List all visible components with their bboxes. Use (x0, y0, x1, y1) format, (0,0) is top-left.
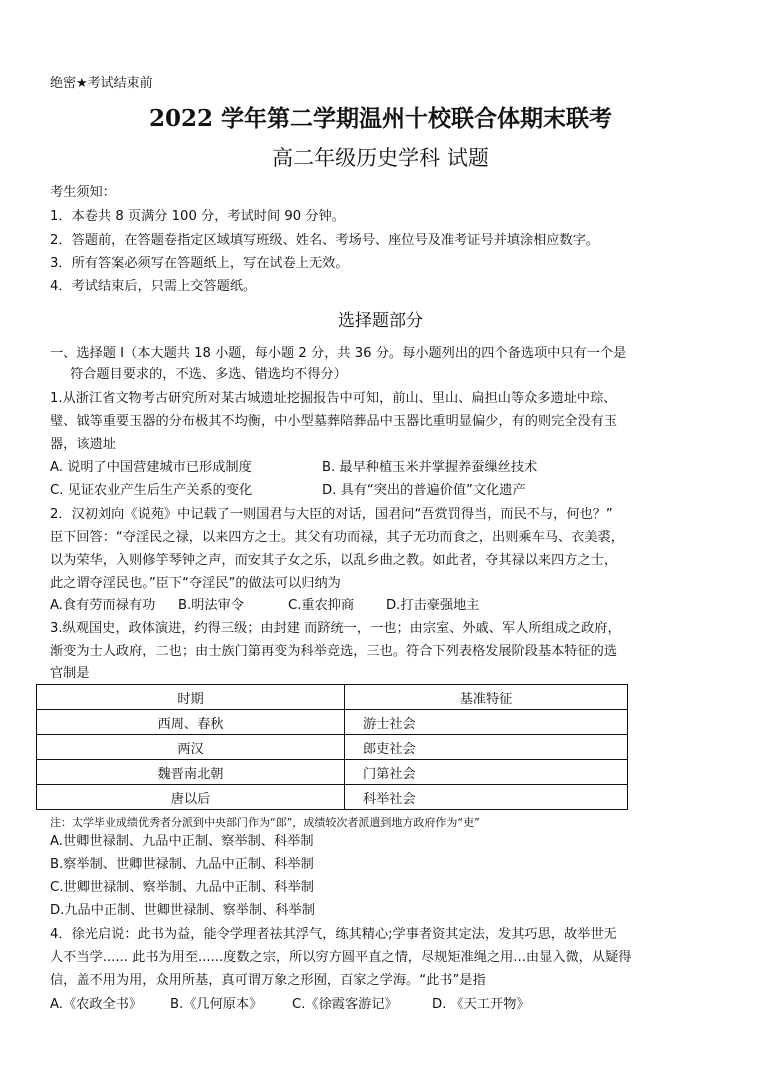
q4-stem: 人不当学...... 此书为用至......度数之宗，所以穷方圆平直之情，尽规矩准绳之用...由显入微，从疑得 (50, 950, 632, 965)
q3-stem: 3.纵观国史，政体演进，约得三级；由封建 而跻统一，一也；由宗室、外戚、军人所组成之政府， (50, 621, 621, 636)
q2-options-row (50, 597, 479, 615)
table-header-row (37, 685, 628, 710)
table-cell: 门第社会 (345, 760, 628, 785)
table-header-feature: 基准特征 (345, 685, 628, 710)
notice-heading: 考生须知： (50, 185, 116, 200)
section-title: 选择题部分 (338, 311, 423, 331)
notice-item: 4．考试结束后，只需上交答题纸。 (50, 279, 257, 294)
table-row (37, 735, 628, 760)
table-cell: 西周、春秋 (37, 710, 345, 735)
q1-option-b[interactable]: B. 最早种植玉米并掌握养蚕缫丝技术 (322, 460, 538, 475)
q3-option-d[interactable]: D.九品中正制、世卿世禄制、察举制、科举制 (50, 903, 315, 918)
table-note: 注：太学毕业成绩优秀者分派到中央部门作为“郎”，成绩较次者派遣到地方政府作为“吏” (50, 816, 480, 829)
q4-stem: 信，盖不用为用，众用所基，真可谓万象之形囿，百家之学海。“此书”是指 (50, 973, 486, 988)
table-cell: 两汉 (37, 735, 345, 760)
q4-option-a[interactable]: A.《农政全书》 (50, 997, 143, 1012)
q3-option-c[interactable]: C.世卿世禄制、察举制、九品中正制、科举制 (50, 880, 314, 895)
notice-item: 2．答题前，在答题卷指定区域填写班级、姓名、考场号、座位号及准考证号并填涂相应数字。 (50, 233, 600, 248)
q2-stem: 此之谓夺淫民也。”臣下“夺淫民”的做法可以归纳为 (50, 576, 341, 591)
table-cell: 魏晋南北朝 (37, 760, 345, 785)
exam-subtitle: 高二年级历史学科 试题 (272, 146, 489, 170)
q3-stem: 渐变为士人政府，二也；由士族门第再变为科举竞选，三也。符合下列表格发展阶段基本特征的选 (50, 644, 618, 659)
q4-option-c[interactable]: C.《徐霞客游记》 (292, 997, 398, 1012)
secret-label: 绝密★考试结束前 (50, 76, 153, 91)
q1-stem: 器，该遗址 (50, 437, 116, 452)
table-row (37, 710, 628, 735)
q2-stem: 2．汉初刘向《说苑》中记载了一则国君与大臣的对话，国君问“吾赏罚得当，而民不与，何也？” (50, 507, 613, 522)
table-row (37, 760, 628, 785)
q4-options-row (50, 996, 530, 1014)
q1-stem: 1.从浙江省文物考古研究所对某古城遗址挖掘报告中可知，前山、里山、扁担山等众多遗址中琮、 (50, 391, 617, 406)
q3-stem: 官制是 (50, 666, 90, 681)
notice-item: 1．本卷共 8 页满分 100 分，考试时间 90 分钟。 (50, 209, 345, 224)
q1-stem: 璧、钺等重要玉器的分布极其不均衡，中小型墓葬陪葬品中玉器比重明显偏少，有的则完全没有玉 (50, 414, 618, 429)
notice-item: 3．所有答案必须写在答题纸上，写在试卷上无效。 (50, 256, 349, 271)
q4-option-b[interactable]: B.《几何原本》 (170, 997, 263, 1012)
q1-options-row (50, 482, 526, 500)
q4-stem: 4．徐光启说：此书为益，能令学理者祛其浮气，练其精心;学事者资其定法，发其巧思，故举世无 (50, 927, 617, 942)
era-table (36, 684, 628, 810)
q3-option-a[interactable]: A.世卿世禄制、九品中正制、察举制、科举制 (50, 834, 314, 849)
table-cell: 科举社会 (345, 785, 628, 810)
table-cell: 游士社会 (345, 710, 628, 735)
q1-option-c[interactable]: C. 见证农业产生后生产关系的变化 (50, 483, 253, 498)
table-row (37, 785, 628, 810)
exam-title: 2022 学年第二学期温州十校联合体期末联考 (148, 105, 613, 132)
q2-stem: 臣下回答：“夺淫民之禄，以来四方之士。其父有功而禄，其子无功而食之，出则乘车马、衣美裘， (50, 530, 624, 545)
q1-option-d[interactable]: D. 具有“突出的普遍价值”文化遗产 (322, 483, 526, 498)
q1-options-row (50, 459, 537, 477)
table-cell: 郎吏社会 (345, 735, 628, 760)
q1-option-a[interactable]: A. 说明了中国营建城市已形成制度 (50, 460, 252, 475)
q4-option-d[interactable]: D. 《天工开物》 (432, 997, 530, 1012)
table-header-period: 时期 (37, 685, 345, 710)
section-intro: 一、选择题 I（本大题共 18 小题，每小题 2 分，共 36 分。每小题列出的四个备选项中只有一个是 (50, 346, 627, 361)
q2-option-b[interactable]: B.明法审令 (178, 598, 244, 613)
q2-option-d[interactable]: D.打击豪强地主 (386, 598, 480, 613)
table-cell: 唐以后 (37, 785, 345, 810)
q2-stem: 以为荣华，入则修竽琴钟之声，而安其子女之乐，以乱乡曲之教。如此者，夺其禄以来四方之士， (50, 553, 618, 568)
q3-option-b[interactable]: B.察举制、世卿世禄制、九品中正制、科举制 (50, 857, 314, 872)
q2-option-c[interactable]: C.重农抑商 (288, 598, 355, 613)
q2-option-a[interactable]: A.食有劳而禄有功 (50, 598, 156, 613)
section-intro-cont: 符合题目要求的，不选、多选、错选均不得分） (70, 367, 347, 382)
